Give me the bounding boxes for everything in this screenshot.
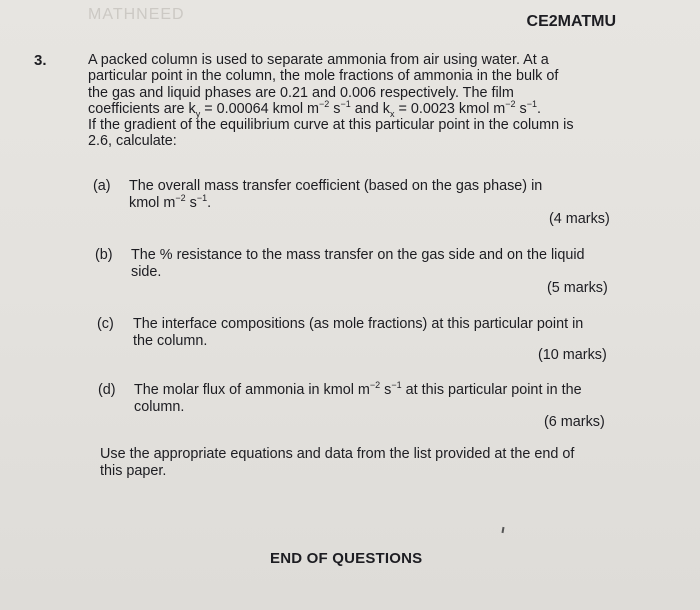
text-fragment: s bbox=[380, 382, 392, 398]
stem-line-film-coefficients bbox=[88, 101, 608, 117]
superscript: −1 bbox=[196, 192, 208, 203]
superscript: −1 bbox=[526, 99, 537, 110]
part-line: The % resistance to the mass transfer on the gas side and on the liquid bbox=[131, 247, 585, 263]
superscript: −2 bbox=[369, 380, 381, 391]
superscript: −2 bbox=[505, 99, 516, 110]
part-label: (d) bbox=[98, 382, 116, 398]
course-code: CE2MATMU bbox=[526, 13, 616, 30]
superscript: −1 bbox=[391, 380, 402, 391]
part-line bbox=[129, 192, 609, 212]
question-stem bbox=[88, 52, 608, 150]
part-line: column. bbox=[134, 398, 185, 415]
text-fragment: coefficients are k bbox=[88, 100, 196, 117]
note-line: Use the appropriate equations and data from the list provided at the end of bbox=[100, 446, 575, 462]
part-line: The overall mass transfer coefficient (based on the gas phase) in bbox=[129, 178, 543, 194]
stem-line: the gas and liquid phases are 0.21 and 0.006 respectively. The film bbox=[88, 84, 514, 101]
text-fragment: and k bbox=[350, 100, 390, 117]
pen-mark bbox=[501, 527, 504, 533]
instruction-note bbox=[100, 446, 600, 479]
subscript: y bbox=[195, 108, 201, 119]
part-text bbox=[131, 247, 611, 280]
part-line: The interface compositions (as mole fractions) at this particular point in bbox=[133, 316, 584, 332]
part-label: (b) bbox=[95, 247, 113, 263]
part-text bbox=[133, 316, 613, 349]
end-of-questions: END OF QUESTIONS bbox=[270, 550, 423, 567]
text-fragment: The molar flux of ammonia in kmol m bbox=[134, 382, 370, 398]
part-label: (a) bbox=[93, 178, 111, 194]
subscript: x bbox=[389, 108, 395, 119]
stem-line: 2.6, calculate: bbox=[88, 133, 177, 150]
watermark: MATHNEED bbox=[88, 6, 185, 23]
stem-line: A packed column is used to separate ammonia from air using water. At a bbox=[88, 52, 549, 68]
question-number: 3. bbox=[34, 52, 47, 69]
text-fragment: . bbox=[207, 194, 212, 211]
part-line bbox=[134, 382, 614, 399]
text-fragment: s bbox=[185, 194, 197, 211]
text-fragment: s bbox=[329, 100, 341, 117]
part-label: (c) bbox=[97, 316, 114, 332]
text-fragment: . bbox=[537, 100, 541, 117]
marks-c: (10 marks) bbox=[538, 347, 607, 363]
text-fragment: at this particular point in the bbox=[401, 382, 582, 398]
text-fragment: kmol m bbox=[129, 194, 176, 211]
stem-line: If the gradient of the equilibrium curve at this particular point in the column is bbox=[88, 117, 574, 134]
note-line: this paper. bbox=[100, 462, 167, 479]
text-fragment: = 0.0023 kmol m bbox=[394, 100, 506, 117]
marks-a: (4 marks) bbox=[549, 211, 610, 227]
superscript: −1 bbox=[340, 99, 351, 110]
marks-b: (5 marks) bbox=[547, 280, 608, 296]
part-line: side. bbox=[131, 263, 162, 280]
part-line: the column. bbox=[133, 332, 208, 349]
stem-line: particular point in the column, the mole fractions of ammonia in the bulk of bbox=[88, 68, 559, 85]
text-fragment: = 0.00064 kmol m bbox=[200, 100, 320, 117]
text-fragment: s bbox=[515, 100, 527, 117]
superscript: −2 bbox=[319, 99, 330, 110]
part-text bbox=[134, 382, 614, 415]
marks-d: (6 marks) bbox=[544, 414, 605, 430]
part-text bbox=[129, 178, 609, 211]
superscript: −2 bbox=[175, 192, 186, 203]
